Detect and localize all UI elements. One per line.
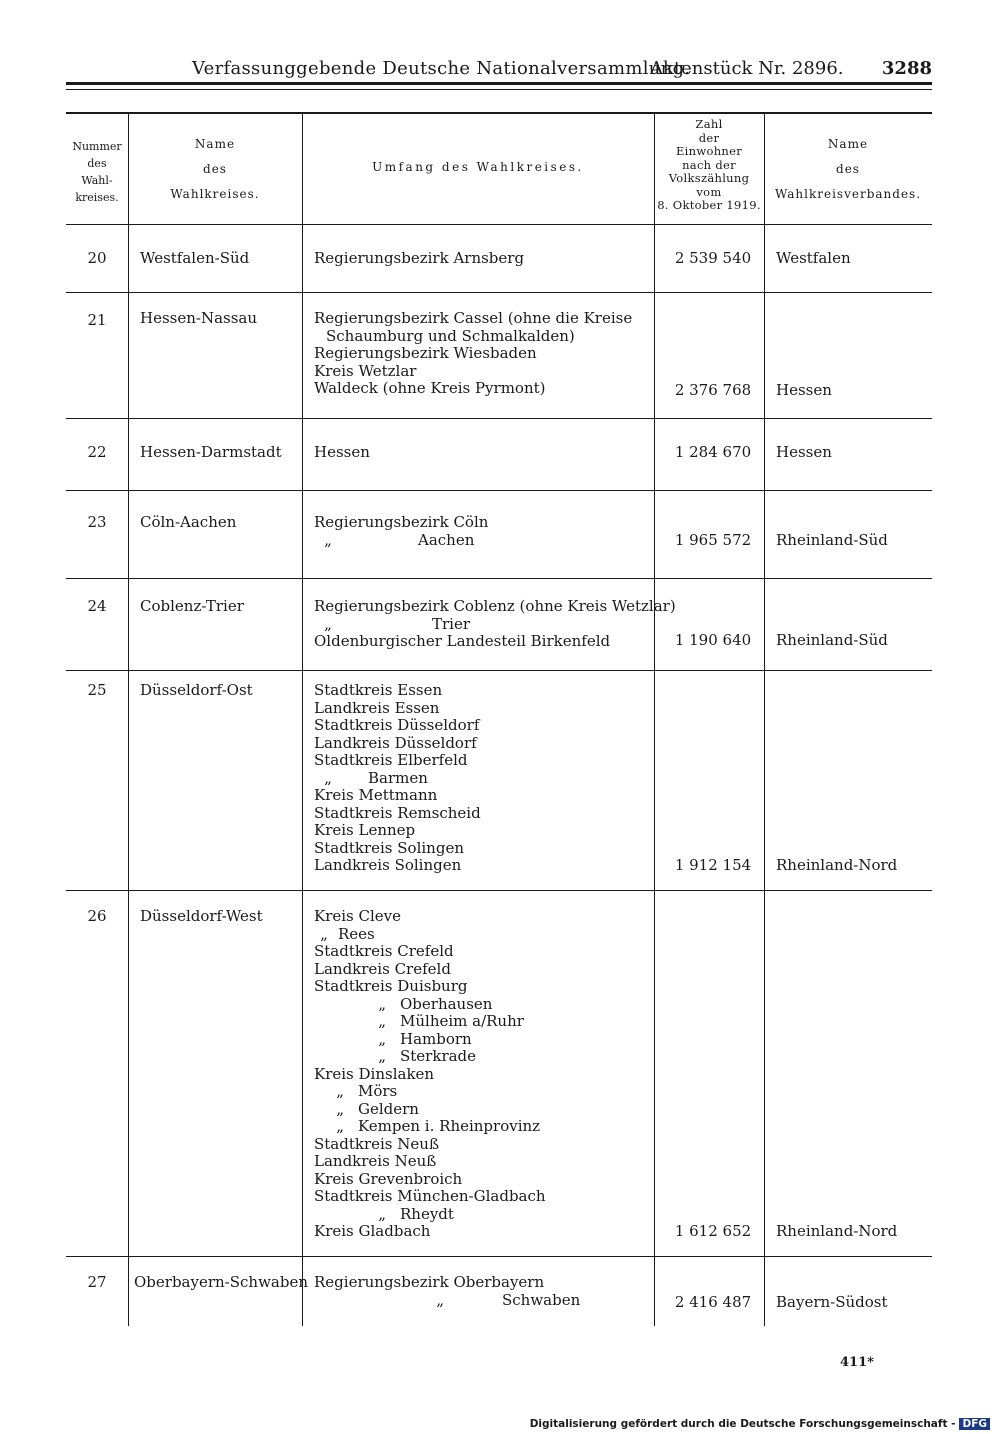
area-line: Hamborn xyxy=(400,1029,472,1048)
col-header-pop-line: Volkszählung xyxy=(668,171,750,185)
col-header-num-line: Nummer xyxy=(72,140,122,153)
col-header-name-line: des xyxy=(203,162,227,176)
area-line: Stadtkreis Crefeld xyxy=(314,942,454,960)
district-association: Hessen xyxy=(776,381,832,399)
district-number: 25 xyxy=(87,681,107,699)
col-header-verband-line: Wahlkreisverbandes. xyxy=(774,187,922,201)
area-line: Landkreis Neuß xyxy=(314,1152,437,1170)
ditto-mark: „ xyxy=(324,614,332,633)
col-header-pop-line: vom xyxy=(696,184,722,199)
district-number: 26 xyxy=(87,907,107,925)
district-association: Rheinland-Nord xyxy=(776,1222,898,1240)
ditto-mark: „ xyxy=(378,1029,386,1048)
district-association: Bayern-Südost xyxy=(776,1293,888,1311)
page-header xyxy=(66,58,932,84)
row-divider xyxy=(66,1256,932,1257)
district-number: 27 xyxy=(87,1273,107,1291)
col-header-pop-line: nach der xyxy=(682,157,736,172)
area-line: Regierungsbezirk Wiesbaden xyxy=(314,344,537,362)
population: 2 416 487 xyxy=(674,1293,752,1311)
col-header-population xyxy=(654,118,764,213)
ditto-mark: „ xyxy=(324,768,332,787)
credit-text: Digitalisierung gefördert durch die Deutsche Forschungsgemeinschaft - xyxy=(529,1418,956,1430)
row-divider xyxy=(66,890,932,891)
area-line: Stadtkreis Duisburg xyxy=(314,977,468,995)
col-header-name-line: Name xyxy=(194,137,236,151)
area-line: Stadtkreis Solingen xyxy=(314,838,464,857)
area-line: Regierungsbezirk Oberbayern xyxy=(314,1273,545,1291)
area-line: Oldenburgischer Landesteil Birkenfeld xyxy=(314,632,611,650)
ditto-mark: „ xyxy=(320,924,328,943)
area-line: Rheydt xyxy=(400,1204,454,1223)
header-title: Verfassunggebende Deutsche Nationalversammlung. xyxy=(192,58,691,79)
district-number: 21 xyxy=(87,311,107,329)
col-header-pop-line: 8. Oktober 1919. xyxy=(657,198,761,212)
area-line: Sterkrade xyxy=(400,1047,477,1065)
district-association: Rheinland-Nord xyxy=(776,856,898,874)
area-line: Stadtkreis Elberfeld xyxy=(314,751,468,769)
district-name: Hessen-Nassau xyxy=(140,309,258,327)
area-line: Geldern xyxy=(358,1099,419,1118)
col-header-verband-line: Name xyxy=(827,137,869,151)
district-name: Düsseldorf-West xyxy=(140,907,263,925)
district-area xyxy=(314,682,481,875)
area-line: Kreis Wetzlar xyxy=(314,361,417,380)
ditto-mark: „ xyxy=(336,1082,344,1100)
district-name: Coblenz-Trier xyxy=(140,597,244,615)
population: 1 284 670 xyxy=(674,443,752,461)
district-number: 24 xyxy=(87,597,107,615)
population: 1 965 572 xyxy=(674,531,752,549)
district-area xyxy=(314,310,632,398)
electoral-district-table xyxy=(66,112,932,1326)
area-line: Landkreis Düsseldorf xyxy=(314,733,477,752)
district-area xyxy=(314,250,524,268)
dfg-logo: DFG xyxy=(959,1418,990,1430)
row-divider xyxy=(66,292,932,293)
row-divider xyxy=(66,578,932,579)
col-header-pop-line: Einwohner xyxy=(675,144,743,158)
digitization-credit xyxy=(530,1418,990,1430)
area-line: Landkreis Solingen xyxy=(314,856,462,874)
ditto-mark: „ xyxy=(378,994,386,1013)
area-line: Rees xyxy=(338,924,375,943)
area-line: Kreis Lennep xyxy=(314,821,416,839)
population: 1 190 640 xyxy=(674,631,752,649)
col-header-name-line: Wahlkreises. xyxy=(170,187,260,201)
district-association: Hessen xyxy=(776,443,832,461)
area-line: Mörs xyxy=(358,1082,398,1100)
col-header-area: Umfang des Wahlkreises. xyxy=(372,160,584,174)
col-divider xyxy=(764,114,765,1326)
area-line: Kreis Cleve xyxy=(314,907,402,925)
district-association: Rheinland-Süd xyxy=(776,631,888,649)
row-divider xyxy=(66,490,932,491)
area-line: Stadtkreis Düsseldorf xyxy=(314,716,480,734)
population: 2 539 540 xyxy=(674,249,752,267)
area-line: Kreis Gladbach xyxy=(314,1222,431,1240)
col-header-name xyxy=(128,132,302,207)
ditto-mark: „ xyxy=(378,1204,386,1223)
ditto-mark: „ xyxy=(336,1099,344,1118)
col-divider xyxy=(128,114,129,1326)
col-header-verband-line: des xyxy=(836,162,860,176)
district-association: Westfalen xyxy=(776,249,851,267)
row-divider xyxy=(66,670,932,671)
ditto-mark: „ xyxy=(436,1290,444,1309)
district-area xyxy=(314,1274,580,1309)
area-line: Barmen xyxy=(368,768,428,787)
district-name: Westfalen-Süd xyxy=(140,249,250,267)
district-name: Düsseldorf-Ost xyxy=(140,681,253,699)
col-divider xyxy=(302,114,303,1326)
district-name: Cöln-Aachen xyxy=(140,513,237,531)
district-number: 22 xyxy=(87,443,107,461)
area-line: Kempen i. Rheinprovinz xyxy=(358,1117,541,1135)
district-area xyxy=(314,514,488,549)
area-line: Schaumburg und Schmalkalden) xyxy=(326,326,575,345)
area-line: Stadtkreis Remscheid xyxy=(314,803,481,822)
area-line: Stadtkreis Essen xyxy=(314,681,443,699)
area-line: Kreis Mettmann xyxy=(314,786,438,804)
area-line: Regierungsbezirk Arnsberg xyxy=(314,249,525,267)
district-association: Rheinland-Süd xyxy=(776,531,888,549)
area-line: Landkreis Essen xyxy=(314,698,440,717)
area-line: Kreis Dinslaken xyxy=(314,1064,435,1083)
header-rule-thin xyxy=(66,89,932,90)
col-divider xyxy=(654,114,655,1326)
area-line: Regierungsbezirk Cöln xyxy=(314,513,489,531)
row-divider xyxy=(66,224,932,225)
col-header-num xyxy=(66,138,128,206)
population: 1 912 154 xyxy=(674,856,752,874)
area-line: Aachen xyxy=(418,530,475,549)
area-line: Mülheim a/Ruhr xyxy=(400,1012,524,1030)
area-line: Regierungsbezirk Cassel (ohne die Kreise xyxy=(314,309,633,327)
area-line: Hessen xyxy=(314,443,370,461)
district-name: Hessen-Darmstadt xyxy=(140,443,282,461)
col-header-num-line: kreises. xyxy=(75,191,119,204)
header-doc-number: Aktenstück Nr. 2896. xyxy=(650,58,844,79)
area-line: Stadtkreis München-Gladbach xyxy=(314,1187,546,1205)
district-number: 20 xyxy=(87,249,107,267)
district-number: 23 xyxy=(87,513,107,531)
area-line: Landkreis Crefeld xyxy=(314,959,451,978)
ditto-mark: „ xyxy=(378,1012,386,1030)
ditto-mark: „ xyxy=(378,1047,386,1065)
population: 2 376 768 xyxy=(674,381,752,399)
district-name: Oberbayern-Schwaben xyxy=(134,1273,309,1291)
district-area xyxy=(314,444,370,462)
area-line: Kreis Grevenbroich xyxy=(314,1169,463,1188)
ditto-mark: „ xyxy=(324,530,332,549)
district-area xyxy=(314,598,676,651)
col-header-pop-line: Zahl xyxy=(695,117,723,131)
area-line: Regierungsbezirk Coblenz (ohne Kreis Wetzlar) xyxy=(314,597,676,615)
col-header-verband xyxy=(764,132,932,207)
district-area xyxy=(314,908,546,1241)
col-header-num-line: des xyxy=(87,157,107,170)
area-line: Trier xyxy=(432,614,471,633)
col-header-pop-line: der xyxy=(698,130,720,145)
area-line: Waldeck (ohne Kreis Pyrmont) xyxy=(314,379,546,397)
row-divider xyxy=(66,418,932,419)
header-rule xyxy=(66,82,932,85)
area-line: Stadtkreis Neuß xyxy=(314,1134,439,1153)
page-number: 3288 xyxy=(881,58,932,79)
sheet-signature: 411* xyxy=(840,1355,874,1370)
col-header-num-line: Wahl- xyxy=(81,174,113,187)
ditto-mark: „ xyxy=(336,1117,344,1135)
population: 1 612 652 xyxy=(674,1222,752,1240)
area-line: Oberhausen xyxy=(400,994,493,1013)
area-line: Schwaben xyxy=(502,1290,581,1309)
